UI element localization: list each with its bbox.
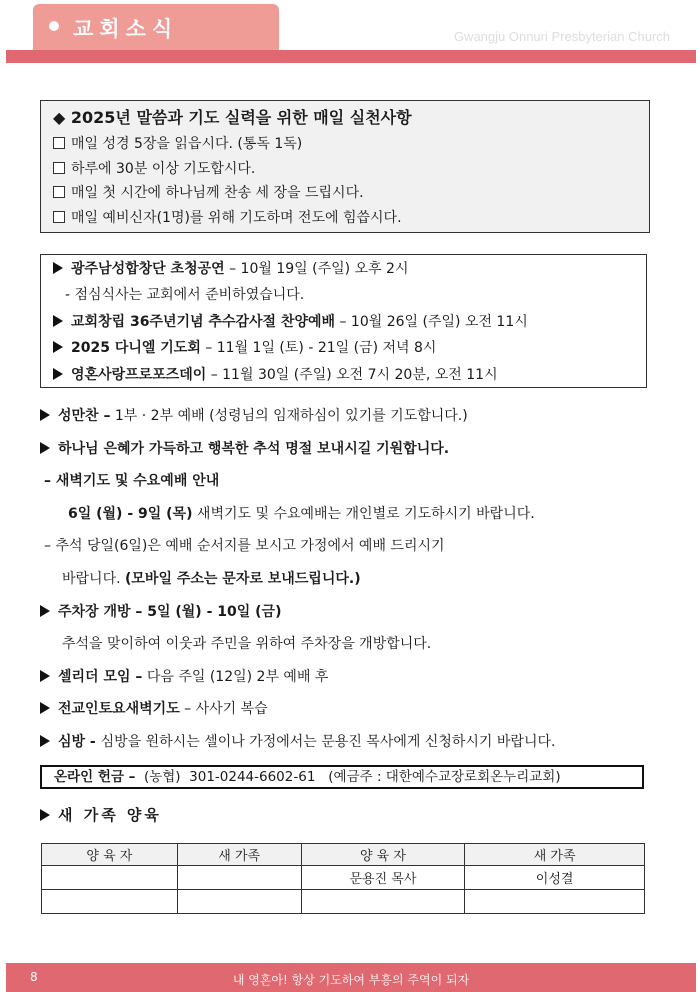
notice-saturday-dawn: 전교인토요새벽기도 – 사사기 복습 [40,693,680,726]
table-header-row [42,844,645,866]
triangle-bullet-icon [53,262,63,274]
checkbox-icon [53,137,65,149]
notice-parking-title: 주차장 개방 – 5일 (월) - 10일 (금) [40,596,680,629]
new-family-title: 새 가족 양육 [40,802,162,828]
notice-chuseok-service: – 추석 당일(6일)은 예배 순서지를 보시고 가정에서 예배 드리시기 [44,538,445,555]
notices [40,400,680,759]
triangle-bullet-icon [40,809,50,821]
table-header-cell: 새 가족 [465,844,645,866]
table-row [42,866,645,890]
triangle-bullet-icon [40,735,50,747]
triangle-bullet-icon [40,409,50,421]
section-tab [33,4,279,50]
event-lunch-note: - 점심식사는 교회에서 준비하였습니다. [65,287,305,304]
checkbox-icon [53,211,65,223]
triangle-bullet-icon [40,605,50,617]
table-cell: 이성결 [465,866,645,890]
event-choir: 광주남성합창단 초청공연 – 10월 19일 (주일) 오후 2시 [53,256,646,282]
practice-item: 매일 예비신자(1명)를 위해 기도하며 전도에 힘씁시다. [53,206,649,231]
event-daniel-prayer: 2025 다니엘 기도회 – 11월 1일 (토) - 21일 (금) 저녁 8시 [53,335,646,361]
new-family-table [41,843,645,914]
church-name: Gwangju Onnuri Presbyterian Church [453,29,670,44]
event-propose-day: 영혼사랑프로포즈데이 – 11월 30일 (주일) 오전 7시 20분, 오전 11시 [53,362,646,388]
notice-communion: 성만찬 – 1부 · 2부 예배 (성령님의 임재하심이 있기를 기도합니다.) [40,400,680,433]
table-header-cell: 양 육 자 [42,844,178,866]
practice-title: ◆ 2025년 말씀과 기도 실력을 위한 매일 실천사항 [53,108,412,127]
practice-item: 매일 첫 시간에 하나님께 찬송 세 장을 드립시다. [53,181,649,206]
checkbox-icon [53,162,65,174]
practice-item: 하루에 30분 이상 기도합시다. [53,157,649,182]
table-cell [42,890,178,914]
table-header-cell: 새 가족 [177,844,301,866]
notice-chuseok-service-cont: 바랍니다. (모바일 주소는 문자로 보내드립니다.) [62,570,361,587]
triangle-bullet-icon [53,341,63,353]
table-row [42,890,645,914]
notice-chuseok-wish: 하나님 은혜가 가득하고 행복한 추석 명절 보내시길 기원합니다. [40,433,680,466]
notice-visitation: 심방 - 심방을 원하시는 셀이나 가정에서는 문용진 목사에게 신청하시기 바랍니다. [40,726,680,759]
section-title: 교회소식 [73,17,179,41]
notice-cell-leader: 셀리더 모임 – 다음 주일 (12일) 2부 예배 후 [40,661,680,694]
event-thanksgiving: 교회창립 36주년기념 추수감사절 찬양예배 – 10월 26일 (주일) 오전 11시 [53,309,646,335]
notice-parking-text: 추석을 맞이하여 이웃과 주민을 위하여 주차장을 개방합니다. [62,636,432,653]
online-offering-box [40,765,644,789]
table-cell [42,866,178,890]
table-cell [301,890,465,914]
offering-label: 온라인 헌금 – [54,769,136,785]
footer-motto: 내 영혼아! 항상 기도하여 부흥의 주역이 되자 [232,973,470,987]
checkbox-icon [53,186,65,198]
table-cell: 문용진 목사 [301,866,465,890]
daily-practice-box [40,100,650,233]
triangle-bullet-icon [40,702,50,714]
table-cell [177,890,301,914]
triangle-bullet-icon [53,315,63,327]
triangle-bullet-icon [40,442,50,454]
table-cell [465,890,645,914]
table-header-cell: 양 육 자 [301,844,465,866]
diamond-icon: ◆ [53,108,66,127]
notice-dawn-text: 6일 (월) - 9일 (목) 새벽기도 및 수요예배는 개인별로 기도하시기 바랍니다. [68,505,535,522]
table-cell [177,866,301,890]
triangle-bullet-icon [53,368,63,380]
header-bar [6,50,696,63]
footer-bar [6,963,696,992]
page-number: 8 [30,970,38,984]
notice-dawn-title: – 새벽기도 및 수요예배 안내 [44,473,220,490]
bullet-dot-icon [49,21,59,31]
practice-item: 매일 성경 5장을 읽읍시다. (통독 1독) [53,132,649,157]
triangle-bullet-icon [40,670,50,682]
events-box [40,254,647,388]
offering-account: (농협) 301-0244-6602-61 (예금주 : 대한예수교장로회온누리교회) [135,769,561,785]
